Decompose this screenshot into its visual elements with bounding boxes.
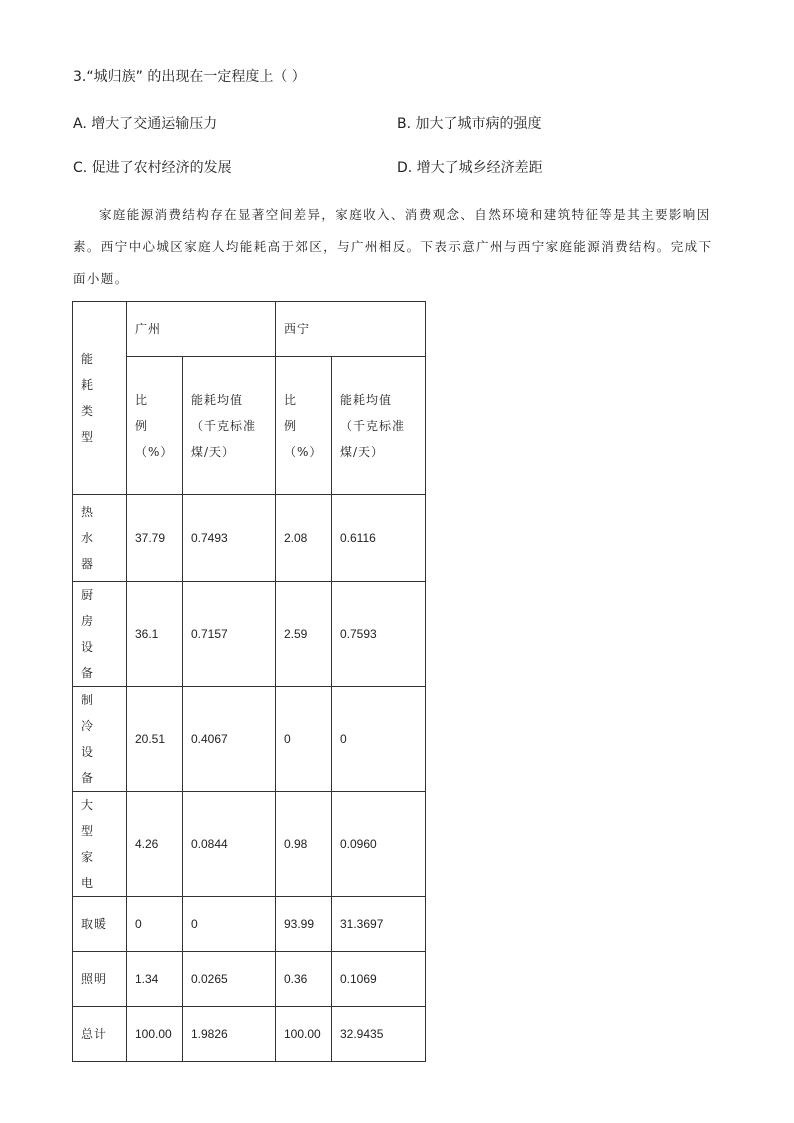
cell-b-ratio: 0.98 xyxy=(276,792,332,897)
cell-b-ratio: 93.99 xyxy=(276,897,332,952)
avg-header-b xyxy=(332,357,426,495)
table-row xyxy=(73,687,426,792)
row-type: 取暖 xyxy=(73,897,127,952)
ratio-unit: （%） xyxy=(135,444,174,459)
table-row xyxy=(73,582,426,687)
ratio-label: 比 例 xyxy=(284,392,306,433)
corner-header xyxy=(73,302,127,495)
cell-b-avg: 0 xyxy=(332,687,426,792)
option-d[interactable]: D. 增大了城乡经济差距 xyxy=(397,160,543,176)
cell-a-avg: 0.7493 xyxy=(183,495,276,582)
corner-header-text: 能 耗 类型 xyxy=(81,352,104,444)
row-type: 热 水 器 xyxy=(81,505,104,571)
cell-a-avg: 0.7157 xyxy=(183,582,276,687)
row-type: 照明 xyxy=(73,952,127,1007)
table-row xyxy=(73,952,426,1007)
row-type: 大 型 家电 xyxy=(81,798,104,890)
row-type: 厨 房 设备 xyxy=(81,588,104,680)
cell-a-avg: 0.4067 xyxy=(183,687,276,792)
cell-a-ratio: 100.00 xyxy=(127,1007,183,1062)
table-row xyxy=(73,792,426,897)
ratio-header-a xyxy=(127,357,183,495)
energy-table xyxy=(72,301,426,1062)
avg-label: 能耗均值 xyxy=(191,392,244,407)
option-b[interactable]: B. 加大了城市病的强度 xyxy=(397,116,542,132)
ratio-unit: （%） xyxy=(284,444,323,459)
cell-a-ratio: 20.51 xyxy=(127,687,183,792)
avg-unit-2: 煤/天） xyxy=(191,444,236,459)
cell-a-ratio: 4.26 xyxy=(127,792,183,897)
avg-header-a xyxy=(183,357,276,495)
cell-a-ratio: 0 xyxy=(127,897,183,952)
row-type: 总计 xyxy=(73,1007,127,1062)
cell-b-ratio: 100.00 xyxy=(276,1007,332,1062)
cell-b-ratio: 2.59 xyxy=(276,582,332,687)
cell-b-avg: 0.1069 xyxy=(332,952,426,1007)
cell-a-ratio: 1.34 xyxy=(127,952,183,1007)
row-type: 制 冷 设备 xyxy=(81,693,104,785)
cell-a-ratio: 36.1 xyxy=(127,582,183,687)
passage-text: 家庭能源消费结构存在显著空间差异，家庭收入、消费观念、自然环境和建筑特征等是其主要影响因素。西宁中心城区家庭人均能耗高于郊区，与广州相反。下表示意广州与西宁家庭能源消费结构。完成下面小题。 xyxy=(73,207,713,286)
cell-a-avg: 0.0844 xyxy=(183,792,276,897)
cell-a-avg: 1.9826 xyxy=(183,1007,276,1062)
cell-b-avg: 0.7593 xyxy=(332,582,426,687)
table-row xyxy=(73,495,426,582)
question-stem: 3.“城归族” 的出现在一定程度上（ ） xyxy=(73,69,306,85)
city-a-header: 广州 xyxy=(127,302,276,357)
cell-a-avg: 0.0265 xyxy=(183,952,276,1007)
cell-a-ratio: 37.79 xyxy=(127,495,183,582)
avg-unit-1: （千克标准 xyxy=(191,418,257,433)
ratio-label: 比 例 xyxy=(135,392,157,433)
city-b-header: 西宁 xyxy=(276,302,426,357)
table-row xyxy=(73,1007,426,1062)
passage xyxy=(73,199,723,295)
cell-b-avg: 0.0960 xyxy=(332,792,426,897)
cell-b-ratio: 0.36 xyxy=(276,952,332,1007)
avg-unit-2: 煤/天） xyxy=(340,444,385,459)
avg-unit-1: （千克标准 xyxy=(340,418,406,433)
option-c[interactable]: C. 促进了农村经济的发展 xyxy=(73,160,232,176)
option-a[interactable]: A. 增大了交通运输压力 xyxy=(73,116,218,132)
cell-b-avg: 0.6116 xyxy=(332,495,426,582)
avg-label: 能耗均值 xyxy=(340,392,393,407)
ratio-header-b xyxy=(276,357,332,495)
cell-b-avg: 31.3697 xyxy=(332,897,426,952)
cell-b-ratio: 2.08 xyxy=(276,495,332,582)
cell-b-ratio: 0 xyxy=(276,687,332,792)
table-row xyxy=(73,897,426,952)
cell-b-avg: 32.9435 xyxy=(332,1007,426,1062)
cell-a-avg: 0 xyxy=(183,897,276,952)
